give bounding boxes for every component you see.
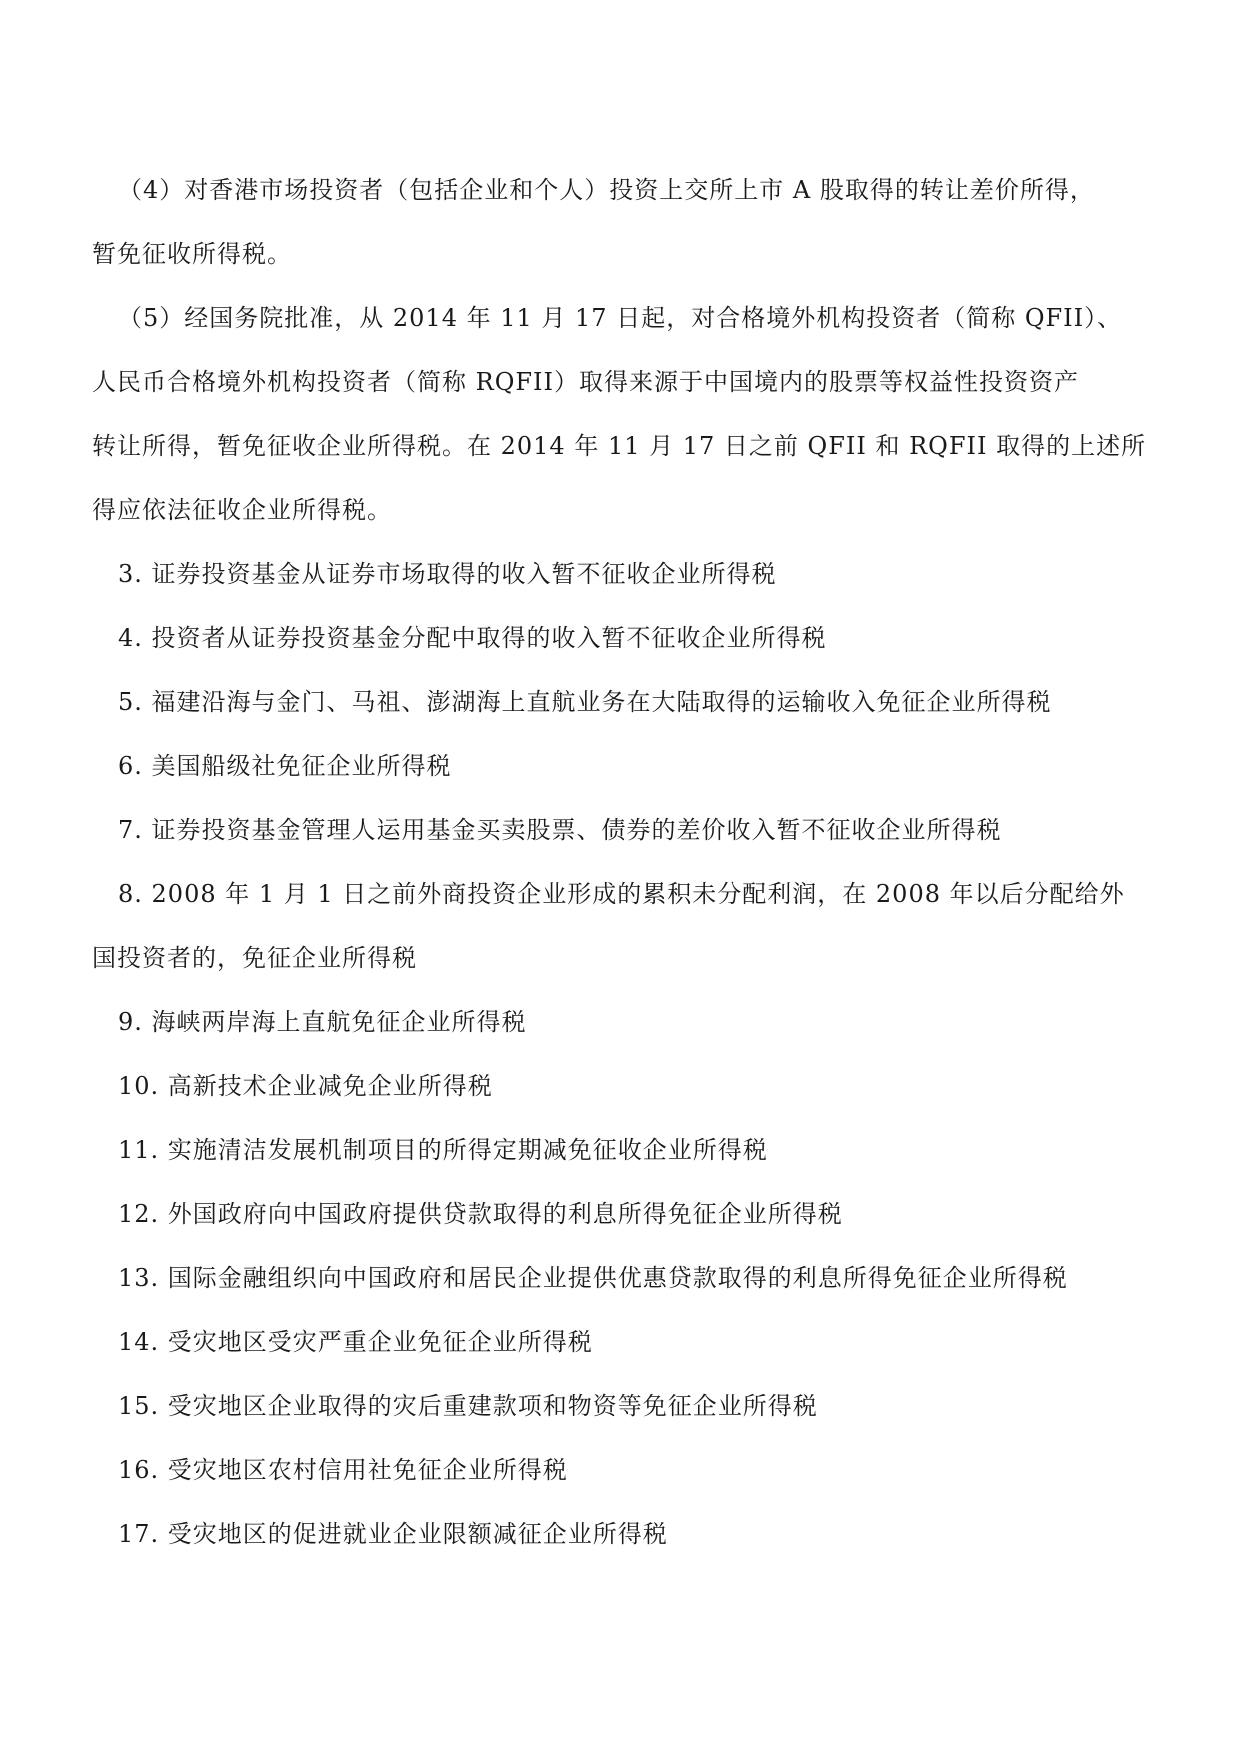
list-item-16 (92, 1438, 1162, 1502)
list-item-text: 10. 高新技术企业减免企业所得税 (118, 1072, 493, 1100)
paragraph-item-5 (92, 286, 1162, 350)
list-item-text: 11. 实施清洁发展机制项目的所得定期减免征收企业所得税 (118, 1136, 768, 1164)
list-item-text: 16. 受灾地区农村信用社免征企业所得税 (118, 1456, 568, 1484)
list-item-14 (92, 1310, 1162, 1374)
paragraph-item-5-continued (92, 414, 1162, 478)
list-item-8 (92, 862, 1162, 926)
list-item-13 (92, 1246, 1162, 1310)
paragraph-item-5-continued (92, 350, 1162, 414)
list-item-3 (92, 542, 1162, 606)
list-item-text: 13. 国际金融组织向中国政府和居民企业提供优惠贷款取得的利息所得免征企业所得税 (118, 1264, 1068, 1292)
list-item-text: 7. 证券投资基金管理人运用基金买卖股票、债券的差价收入暂不征收企业所得税 (118, 816, 1002, 844)
list-item-text: 3. 证券投资基金从证券市场取得的收入暂不征收企业所得税 (118, 560, 777, 588)
list-item-9 (92, 990, 1162, 1054)
paragraph-item-4 (92, 158, 1162, 222)
list-item-10 (92, 1054, 1162, 1118)
list-item-8-continued (92, 926, 1162, 990)
list-item-6 (92, 734, 1162, 798)
list-item-text: 4. 投资者从证券投资基金分配中取得的收入暂不征收企业所得税 (118, 624, 827, 652)
paragraph-item-4-continued (92, 222, 1162, 286)
list-item-text: 12. 外国政府向中国政府提供贷款取得的利息所得免征企业所得税 (118, 1200, 843, 1228)
list-item-text: 9. 海峡两岸海上直航免征企业所得税 (118, 1008, 527, 1036)
list-item-4 (92, 606, 1162, 670)
paragraph-line: 人民币合格境外机构投资者（简称 RQFII）取得来源于中国境内的股票等权益性投资资产 (92, 368, 1079, 396)
list-item-5 (92, 670, 1162, 734)
paragraph-line: （4）对香港市场投资者（包括企业和个人）投资上交所上市 A 股取得的转让差价所得， (118, 176, 1095, 204)
list-item-text: 17. 受灾地区的促进就业企业限额减征企业所得税 (118, 1520, 668, 1548)
list-item-text: 5. 福建沿海与金门、马祖、澎湖海上直航业务在大陆取得的运输收入免征企业所得税 (118, 688, 1052, 716)
list-item-7 (92, 798, 1162, 862)
paragraph-line: 得应依法征收企业所得税。 (92, 496, 392, 524)
paragraph-item-5-continued (92, 478, 1162, 542)
list-item-12 (92, 1182, 1162, 1246)
list-item-17 (92, 1502, 1162, 1566)
paragraph-line: 转让所得，暂免征收企业所得税。在 2014 年 11 月 17 日之前 QFII 和 RQFII 取得的上述所 (92, 432, 1147, 460)
list-item-text: 国投资者的，免征企业所得税 (92, 944, 417, 972)
paragraph-line: （5）经国务院批准，从 2014 年 11 月 17 日起，对合格境外机构投资者（简称 QFII）、 (118, 304, 1123, 332)
list-item-15 (92, 1374, 1162, 1438)
list-item-text: 15. 受灾地区企业取得的灾后重建款项和物资等免征企业所得税 (118, 1392, 818, 1420)
list-item-11 (92, 1118, 1162, 1182)
list-item-text: 8. 2008 年 1 月 1 日之前外商投资企业形成的累积未分配利润，在 2008 年以后分配给外 (118, 880, 1125, 908)
list-item-text: 6. 美国船级社免征企业所得税 (118, 752, 452, 780)
list-item-text: 14. 受灾地区受灾严重企业免征企业所得税 (118, 1328, 593, 1356)
body-text (92, 158, 1162, 1566)
paragraph-line: 暂免征收所得税。 (92, 240, 292, 268)
